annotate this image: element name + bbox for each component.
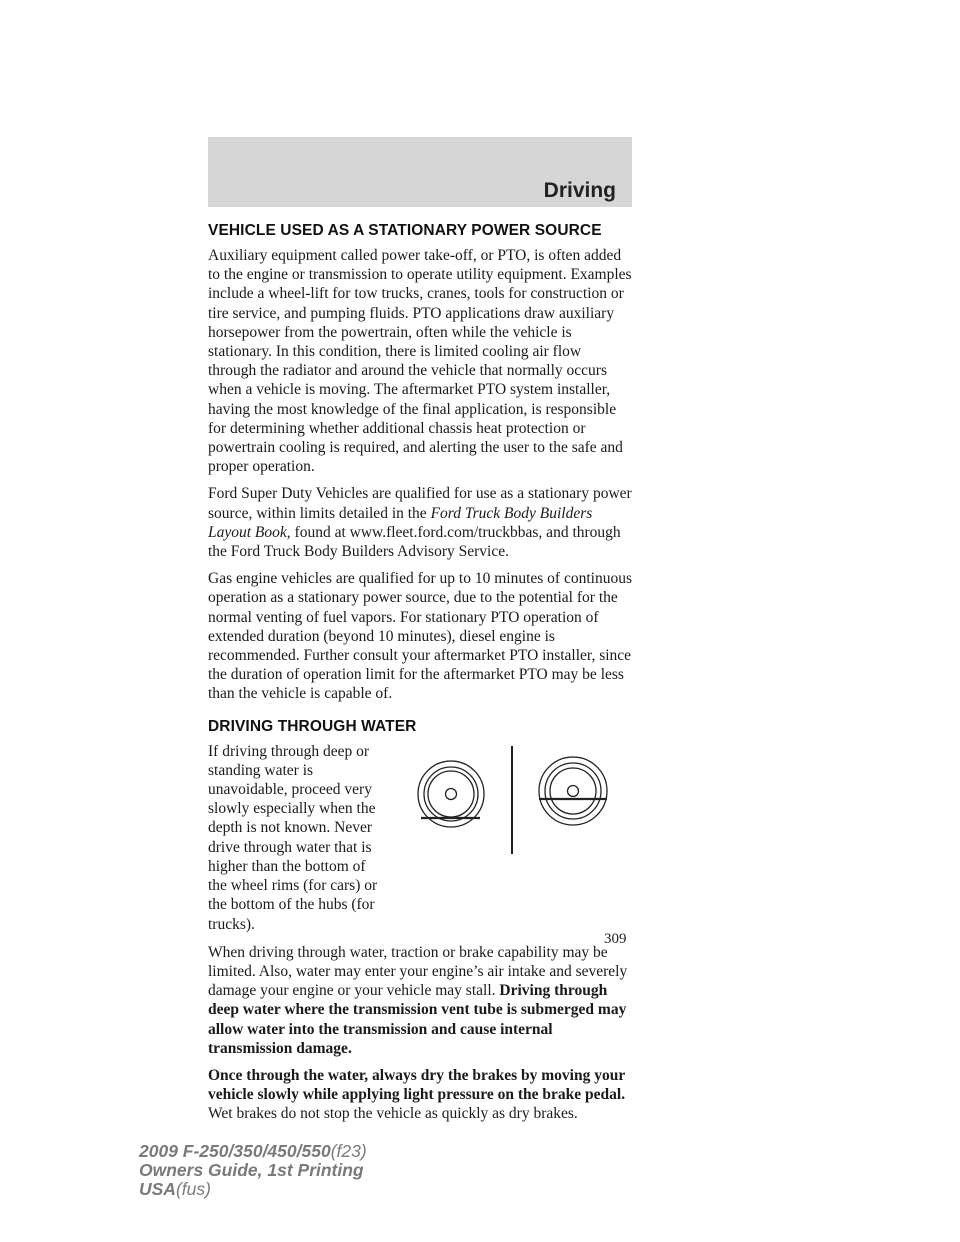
car-wheel-icon xyxy=(418,761,484,827)
stationary-paragraph-2 xyxy=(208,484,632,561)
water-paragraph-2 xyxy=(208,943,632,1058)
wheel-water-depth-illustration xyxy=(414,746,610,854)
footer-line-3 xyxy=(139,1180,367,1199)
document-footer xyxy=(139,1142,367,1199)
water-paragraph-3: Wet brakes do not stop the vehicle as quickly as dry brakes. xyxy=(208,1105,578,1123)
water-paragraph-3-bold xyxy=(208,1066,632,1104)
warning-text: Once through the water, always dry the brakes by moving your vehicle slowly while applying light pressure on the brake pedal. xyxy=(208,1066,626,1104)
footer-line-2: Owners Guide, 1st Printing xyxy=(139,1160,364,1180)
paragraph-text: Ford Super Duty Vehicles are qualified for use as a stationary power source, within limits detailed in the xyxy=(208,485,632,522)
paragraph-text: , found at www.fleet.ford.com/truckbbas, and through the Ford Truck Body Builders Advisory Service. xyxy=(208,523,621,561)
footer-model: 2009 F-250/350/450/550 xyxy=(139,1141,331,1161)
truck-wheel-icon xyxy=(539,757,607,825)
section-title: Driving xyxy=(543,179,616,202)
warning-text: Driving through deep water where the transmission vent tube is submerged may allow water into the transmission and cause internal transmission damage. xyxy=(208,982,627,1057)
book-title: Ford Truck Body Builders Layout Book xyxy=(208,504,593,541)
footer-line-1 xyxy=(139,1142,367,1161)
footer-market-code: (fus) xyxy=(175,1179,211,1199)
section-header-band xyxy=(208,137,632,207)
footer-code: (f23) xyxy=(330,1141,367,1161)
stationary-heading: VEHICLE USED AS A STATIONARY POWER SOURCE xyxy=(208,222,602,239)
water-paragraph-1: If driving through deep or standing water is unavoidable, proceed very slowly especially when the depth is not known. Never drive through water that is higher than the bottom of the wheel rims (for cars) or the bottom of the hubs (for trucks). xyxy=(208,742,378,933)
paragraph-text: When driving through water, traction or brake capability may be limited. Also, water may enter your engine’s air intake and severely damage your engine or your vehicle may stall. xyxy=(208,943,628,1000)
water-intro-text xyxy=(208,742,386,934)
water-intro-row xyxy=(208,742,632,934)
water-heading: DRIVING THROUGH WATER xyxy=(208,717,417,735)
page-content xyxy=(208,222,632,1132)
stationary-paragraph-3: Gas engine vehicles are qualified for up to 10 minutes of continuous operation as a stationary power source, due to the potential for the normal venting of fuel vapors. For stationary PTO operation of extended duration (beyond 10 minutes), diesel engine is recommended. Further consult your aftermarket PTO installer, since the duration of operation limit for the aftermarket PTO may be less than the vehicle is capable of. xyxy=(208,570,632,703)
stationary-paragraph-1: Auxiliary equipment called power take-off, or PTO, is often added to the engine or transmission to operate utility equipment. Examples include a wheel-lift for tow trucks, cranes, tools for construction or tire service, and pumping fluids. PTO applications draw auxiliary horsepower from the powertrain, often while the vehicle is stationary. In this condition, there is limited cooling air flow through the radiator and around the vehicle that normally occurs when a vehicle is moving. The aftermarket PTO system installer, having the most knowledge of the final application, is responsible for determining whether additional chassis heat protection or powertrain cooling is required, and alerting the user to the safe and proper operation. xyxy=(208,247,632,476)
footer-market: USA xyxy=(139,1179,176,1199)
page-number: 309 xyxy=(604,931,627,947)
